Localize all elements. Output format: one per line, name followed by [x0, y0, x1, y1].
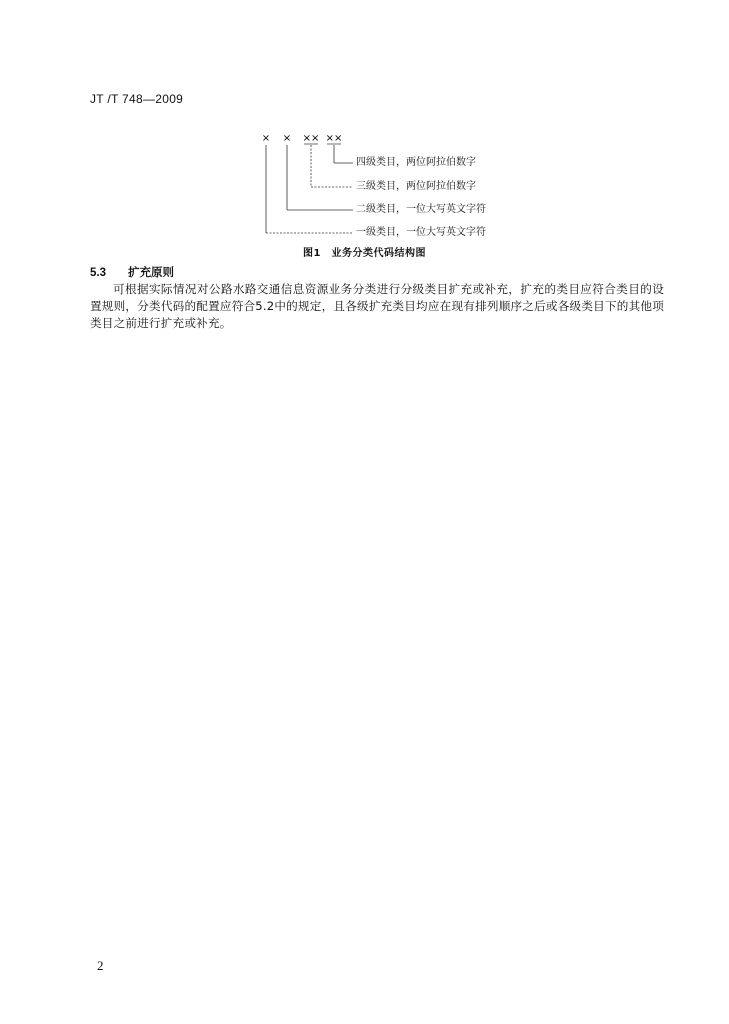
code-mark-2: ×	[282, 133, 292, 144]
level1-label: 一级类目，一位大写英文字符	[356, 227, 486, 238]
section-number: 5.3	[90, 267, 106, 279]
level2-label: 二级类目，一位大写英文字符	[356, 204, 486, 215]
section-heading	[90, 264, 174, 280]
figure-caption: 图1 业务分类代码结构图	[303, 248, 426, 259]
page-number: 2	[97, 958, 104, 973]
code-structure-diagram	[0, 0, 729, 270]
code-mark-4: ××	[325, 133, 343, 144]
code-mark-1: ×	[261, 133, 271, 144]
standard-number-header: JT /T 748—2009	[90, 92, 184, 106]
level3-label: 三级类目，两位阿拉伯数字	[356, 181, 476, 192]
level4-label: 四级类目，两位阿拉伯数字	[356, 157, 476, 168]
section-title: 扩充原则	[128, 265, 174, 279]
code-mark-3: ××	[302, 133, 320, 144]
section-paragraph: 可根据实际情况对公路水路交通信息资源业务分类进行分级类目扩充或补充，扩充的类目应符合类目的设置规则，分类代码的配置应符合5.2中的规定，且各级扩充类目均应在现有排列顺序之后或各级类目下的其他项类目之前进行扩充或补充。	[90, 282, 664, 330]
